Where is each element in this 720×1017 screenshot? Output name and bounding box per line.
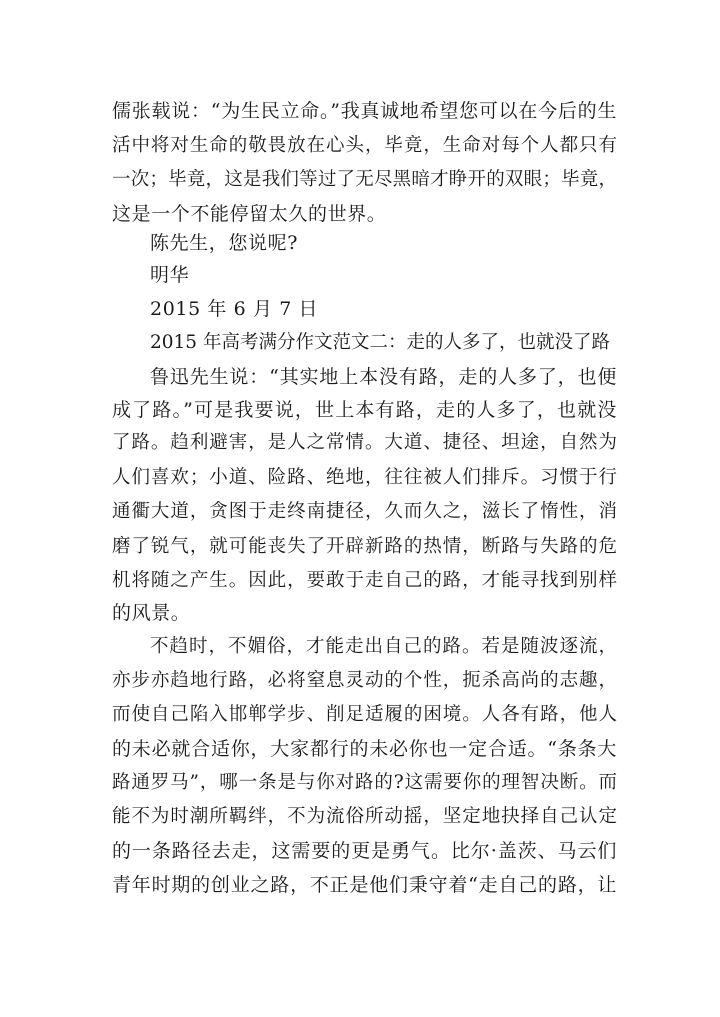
text-line-13: 通衢大道，贪图于走终南捷径，久而久之，滋长了惰性，消 (112, 501, 617, 522)
text-line-4: 这是一个不能停留太久的世界。 (112, 203, 387, 225)
text-line-2: 活中将对生命的敬畏放在心头，毕竟，生命对每个人都只有 (112, 135, 617, 156)
text-line-20: 的未必就合适你，大家都行的未必你也一定合适。“条条大 (112, 738, 617, 760)
signature-date: 2015 年 6 月 7 日 (150, 298, 319, 320)
essay-title: 2015 年高考满分作文范文二：走的人多了，也就没了路 (150, 332, 610, 353)
signature-name: 明华 (150, 264, 190, 286)
text-line-18: 亦步亦趋地行路，必将窒息灵动的个性，扼杀高尚的志趣， (112, 670, 617, 691)
text-line-21: 路通罗马”，哪一条是与你对路的?这需要你的理智决断。而 (112, 772, 617, 793)
text-line-17: 不趋时，不媚俗，才能走出自己的路。若是随波逐流， (150, 636, 617, 657)
text-line-24: 青年时期的创业之路，不正是他们秉守着“走自己的路，让 (112, 874, 617, 896)
text-line-22: 能不为时潮所羁绊，不为流俗所动摇，坚定地抉择自己认定 (112, 806, 617, 827)
text-line-23: 的一条路径去走，这需要的更是勇气。比尔·盖茨、马云们 (112, 840, 617, 862)
text-line-1: 儒张载说：“为生民立命。”我真诚地希望您可以在今后的生 (112, 100, 617, 122)
text-line-12: 人们喜欢；小道、险路、绝地，往往被人们排斥。习惯于行 (112, 467, 617, 488)
text-line-16: 的风景。 (112, 602, 191, 624)
text-line-10: 成了路。”可是我要说，世上本有路，走的人多了，也就没 (112, 399, 617, 421)
text-line-19: 而使自己陷入邯郸学步、削足适履的困境。人各有路，他人 (112, 704, 617, 725)
text-line-9: 鲁迅先生说：“其实地上本没有路，走的人多了，也便 (150, 366, 617, 388)
text-line-5: 陈先生，您说呢? (150, 232, 298, 254)
text-line-11: 了路。趋利避害，是人之常情。大道、捷径、坦途，自然为 (112, 432, 617, 453)
text-line-3: 一次；毕竟，这是我们等过了无尽黑暗才睁开的双眼；毕竟， (112, 169, 617, 190)
text-line-14: 磨了锐气，就可能丧失了开辟新路的热情，断路与失路的危 (112, 536, 617, 557)
text-line-15: 机将随之产生。因此，要敢于走自己的路，才能寻找到别样 (112, 570, 617, 591)
